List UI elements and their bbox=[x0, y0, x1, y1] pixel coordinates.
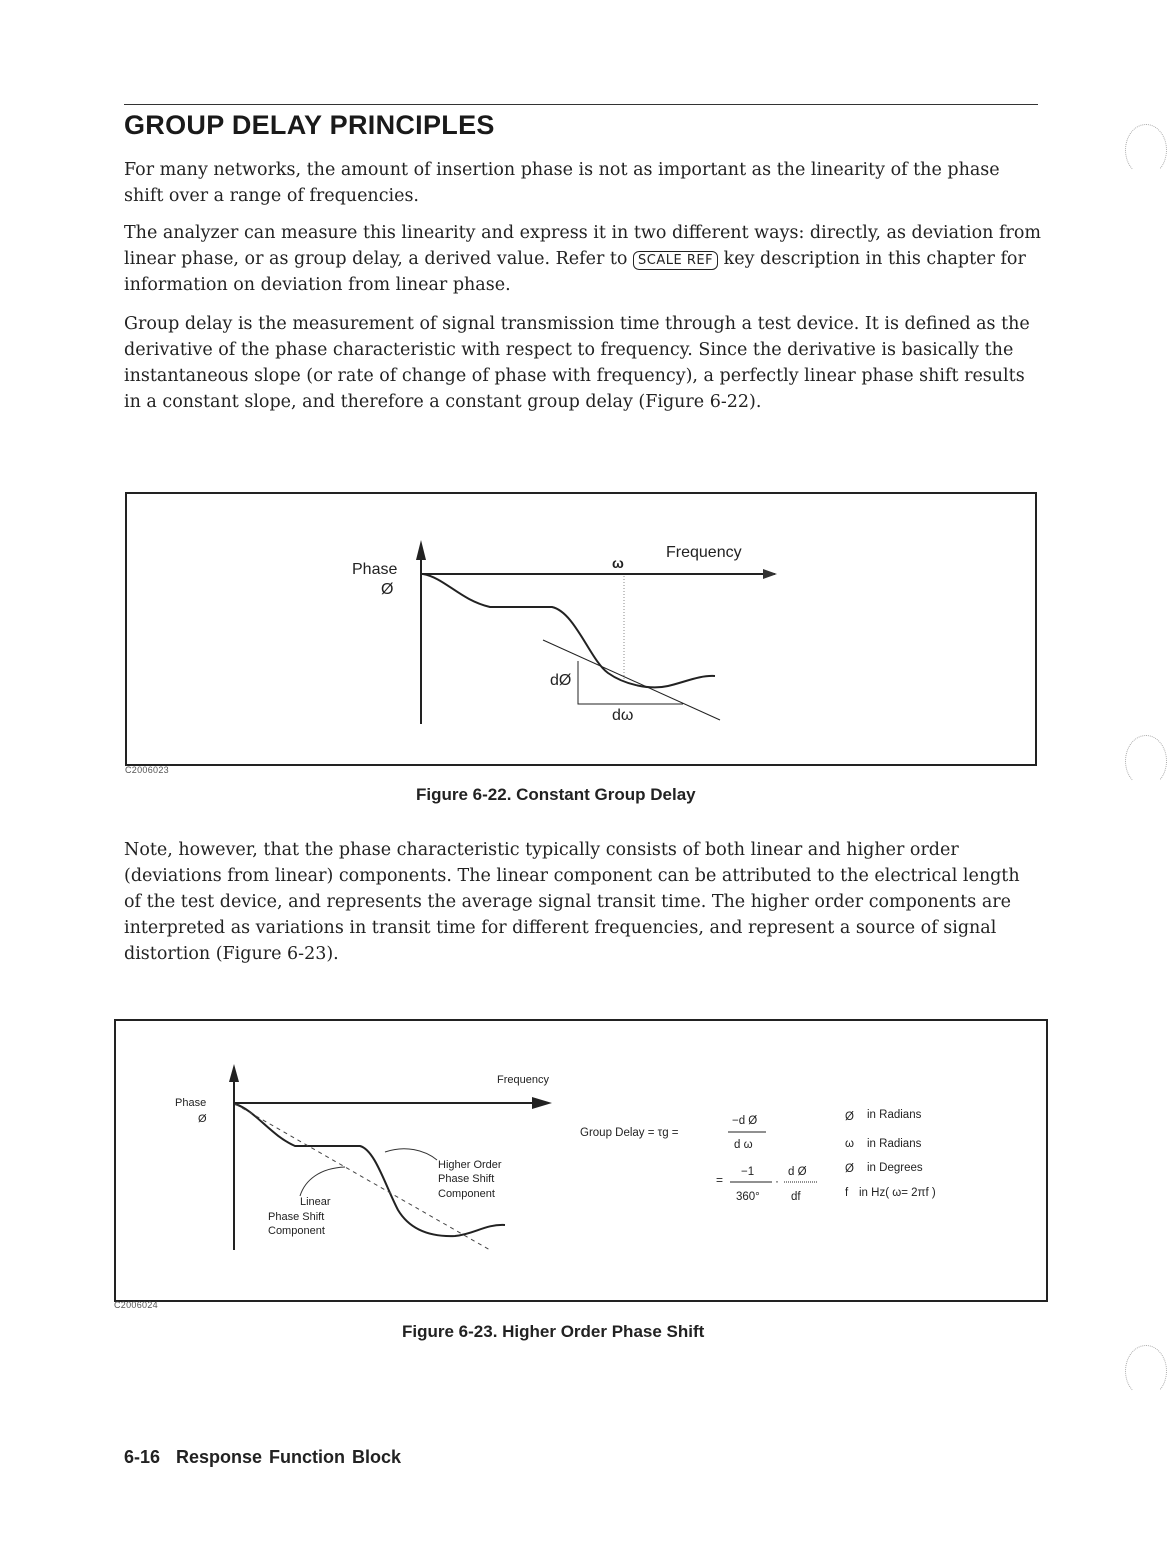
binder-hole-mark-middle bbox=[1125, 735, 1167, 787]
fig2-linear-pointer bbox=[300, 1167, 345, 1196]
fig2-linear-label-1: Linear bbox=[300, 1196, 331, 1208]
fig1-x-symbol: ω bbox=[612, 555, 624, 571]
page-number: 6-16 bbox=[124, 1447, 161, 1467]
section-heading: GROUP DELAY PRINCIPLES bbox=[124, 110, 495, 140]
formula-num1: −d Ø bbox=[732, 1115, 758, 1127]
unit-3-text: in Degrees bbox=[867, 1162, 923, 1174]
paragraph-1: For many networks, the amount of insertion phase is not as important as the linearity of the phase shift over a range of frequencies. bbox=[124, 160, 1000, 206]
fig1-d-phase-label: dØ bbox=[550, 672, 572, 689]
unit-2-text: in Radians bbox=[867, 1138, 922, 1150]
unit-4-text: in Hz( ω= 2πf ) bbox=[859, 1187, 936, 1199]
fig2-higher-order-label-1: Higher Order bbox=[438, 1159, 502, 1171]
section-name: Response Function Block bbox=[176, 1447, 402, 1467]
formula-den2a: 360° bbox=[736, 1191, 760, 1203]
figure-6-23-caption: Figure 6-23. Higher Order Phase Shift bbox=[402, 1322, 705, 1341]
formula-den1: d ω bbox=[734, 1139, 753, 1151]
fig2-higher-order-label-2: Phase Shift bbox=[438, 1173, 495, 1185]
fig2-y-label: Phase bbox=[175, 1097, 207, 1109]
figure-6-22-code: C2006023 bbox=[125, 765, 169, 775]
formula-dot: · bbox=[775, 1174, 779, 1188]
fig2-x-axis-arrow-icon bbox=[532, 1097, 552, 1109]
unit-4-symbol: f bbox=[845, 1187, 849, 1199]
fig2-y-symbol: Ø bbox=[198, 1113, 207, 1125]
unit-2-symbol: ω bbox=[845, 1138, 854, 1150]
unit-1-text: in Radians bbox=[867, 1109, 922, 1121]
fig2-linear-label-2: Phase Shift bbox=[268, 1211, 325, 1223]
binder-hole-mark-top bbox=[1125, 124, 1167, 176]
binder-hole-mark-bottom bbox=[1125, 1345, 1167, 1397]
formula-eq2: = bbox=[716, 1173, 724, 1187]
fig2-higher-order-label-3: Component bbox=[438, 1188, 495, 1200]
paragraph-4: Note, however, that the phase characteristic typically consists of both linear and higher order (deviations from linear) components. The linear component can be attributed to the electrical length of the test device, and represents the average signal transit time. The higher order components are interpreted as variations in transit time for different frequencies, and represent a source of signal distortion (Figure 6-23). bbox=[124, 840, 1020, 964]
fig1-y-symbol: Ø bbox=[381, 581, 394, 598]
fig1-d-omega-label: dω bbox=[612, 707, 634, 724]
fig1-x-label: Frequency bbox=[666, 544, 742, 561]
fig2-linear-label-3: Component bbox=[268, 1225, 325, 1237]
fig1-y-label: Phase bbox=[352, 561, 398, 578]
unit-1-symbol: Ø bbox=[845, 1111, 854, 1123]
page-footer bbox=[124, 1447, 401, 1468]
formula-num2a: −1 bbox=[741, 1166, 755, 1178]
scale-ref-key: SCALE REF bbox=[633, 251, 718, 270]
formula-num2b: d Ø bbox=[788, 1166, 807, 1178]
fig2-x-label: Frequency bbox=[497, 1074, 549, 1086]
paragraph-3: Group delay is the measurement of signal transmission time through a test device. It is defined as the derivative of the phase characteristic with respect to frequency. Since the derivative is basically the instantaneous slope (or rate of change of phase with frequency), a perfectly linear phase shift results in a constant slope, and therefore a constant group delay (Figure 6-22). bbox=[124, 314, 1030, 412]
unit-3-symbol: Ø bbox=[845, 1163, 854, 1175]
fig2-y-axis-arrow-icon bbox=[229, 1064, 239, 1082]
figure-6-23-code: C2006024 bbox=[114, 1300, 158, 1310]
paragraph-2-text-b: key description in this chapter for information on deviation from linear phase. bbox=[124, 249, 1026, 295]
paragraph-2-text-a: The analyzer can measure this linearity and express it in two different ways: directly, as deviation from linear phase, or as group delay, a derived value. Refer to bbox=[124, 223, 1041, 269]
fig2-higher-order-pointer bbox=[385, 1149, 437, 1160]
formula-lhs: Group Delay = τg = bbox=[580, 1127, 679, 1139]
formula-den2b: df bbox=[791, 1191, 801, 1203]
figure-6-22-caption: Figure 6-22. Constant Group Delay bbox=[416, 785, 696, 804]
